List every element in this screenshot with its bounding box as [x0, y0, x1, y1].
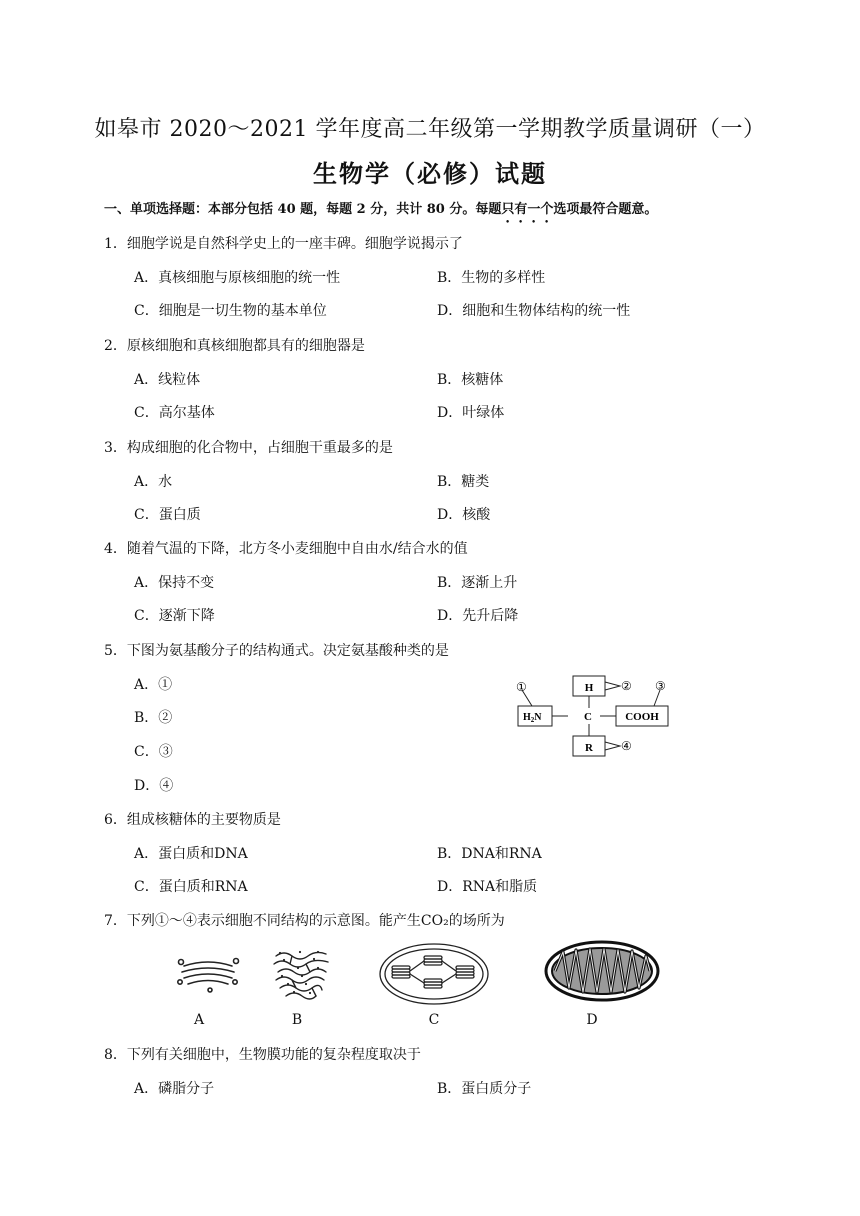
option: A．真核细胞与原核细胞的统一性	[134, 270, 341, 286]
diagram-label-cooh: COOH	[625, 711, 659, 723]
marker-1: ①	[516, 680, 527, 694]
golgi-apparatus-illustration	[176, 952, 240, 996]
question-stem: 1．细胞学说是自然科学史上的一座丰碑。细胞学说揭示了	[104, 236, 463, 252]
diagram-label-c: C	[584, 711, 592, 723]
figure-label-b: B	[291, 1012, 303, 1028]
option: D．④	[134, 778, 174, 794]
figure-label-d: D	[586, 1012, 598, 1028]
option: C．③	[134, 744, 173, 760]
question-stem: 2．原核细胞和真核细胞都具有的细胞器是	[104, 338, 365, 354]
option: D．细胞和生物体结构的统一性	[437, 303, 631, 319]
option: B．蛋白质分子	[437, 1081, 532, 1097]
option: A．磷脂分子	[134, 1081, 215, 1097]
option: A．蛋白质和DNA	[134, 846, 248, 862]
marker-3: ③	[655, 679, 666, 693]
option: C．高尔基体	[134, 405, 215, 421]
question-stem: 3．构成细胞的化合物中，占细胞干重最多的是	[104, 440, 393, 456]
option: A．水	[134, 474, 173, 490]
diagram-label-r: R	[585, 742, 593, 754]
option: C．蛋白质	[134, 507, 201, 523]
page-subtitle: 生物学（必修）试题	[313, 159, 547, 188]
marker-2: ②	[621, 679, 632, 693]
diagram-label-h2n: $H_2N$	[523, 712, 542, 724]
question-stem: 7．下列①～④表示细胞不同结构的示意图。能产生CO₂的场所为	[104, 913, 505, 929]
diagram-label-h: H	[584, 682, 594, 694]
option: C．蛋白质和RNA	[134, 879, 248, 895]
page-title: 如皋市 2020～2021 学年度高二年级第一学期教学质量调研（一）	[94, 117, 766, 142]
figure-label-a: A	[193, 1012, 205, 1028]
option: D．RNA和脂质	[437, 879, 538, 895]
option: A．保持不变	[134, 575, 215, 591]
chloroplast-illustration	[378, 942, 490, 1006]
option: B．DNA和RNA	[437, 846, 542, 862]
option: B．糖类	[437, 474, 490, 490]
figure-label-c: C	[428, 1012, 440, 1028]
option: A．①	[134, 677, 173, 693]
option: A．线粒体	[134, 372, 201, 388]
question-stem: 6．组成核糖体的主要物质是	[104, 812, 281, 828]
option: C．逐渐下降	[134, 608, 215, 624]
option: B．生物的多样性	[437, 270, 546, 286]
question-stem: 4．随着气温的下降，北方冬小麦细胞中自由水/结合水的值	[104, 541, 468, 557]
option: C．细胞是一切生物的基本单位	[134, 303, 327, 319]
option: D．叶绿体	[437, 405, 505, 421]
section-instruction: 一、单项选择题：本部分包括 40 题，每题 2 分，共计 80 分。每题只有一个选项最符合题意。	[104, 202, 658, 217]
option: D．先升后降	[437, 608, 519, 624]
option: D．核酸	[437, 507, 491, 523]
marker-4: ④	[621, 739, 632, 753]
emphasis-text: 只有一个	[501, 202, 554, 217]
option: B．逐渐上升	[437, 575, 518, 591]
question-stem: 5．下图为氨基酸分子的结构通式。决定氨基酸种类的是	[104, 643, 449, 659]
endoplasmic-reticulum-illustration	[270, 946, 334, 1002]
question-stem: 8．下列有关细胞中，生物膜功能的复杂程度取决于	[104, 1047, 421, 1063]
option: B．核糖体	[437, 372, 504, 388]
option: B．②	[134, 710, 173, 726]
amino-acid-structure-diagram	[510, 672, 680, 764]
mitochondrion-illustration	[543, 940, 661, 1002]
